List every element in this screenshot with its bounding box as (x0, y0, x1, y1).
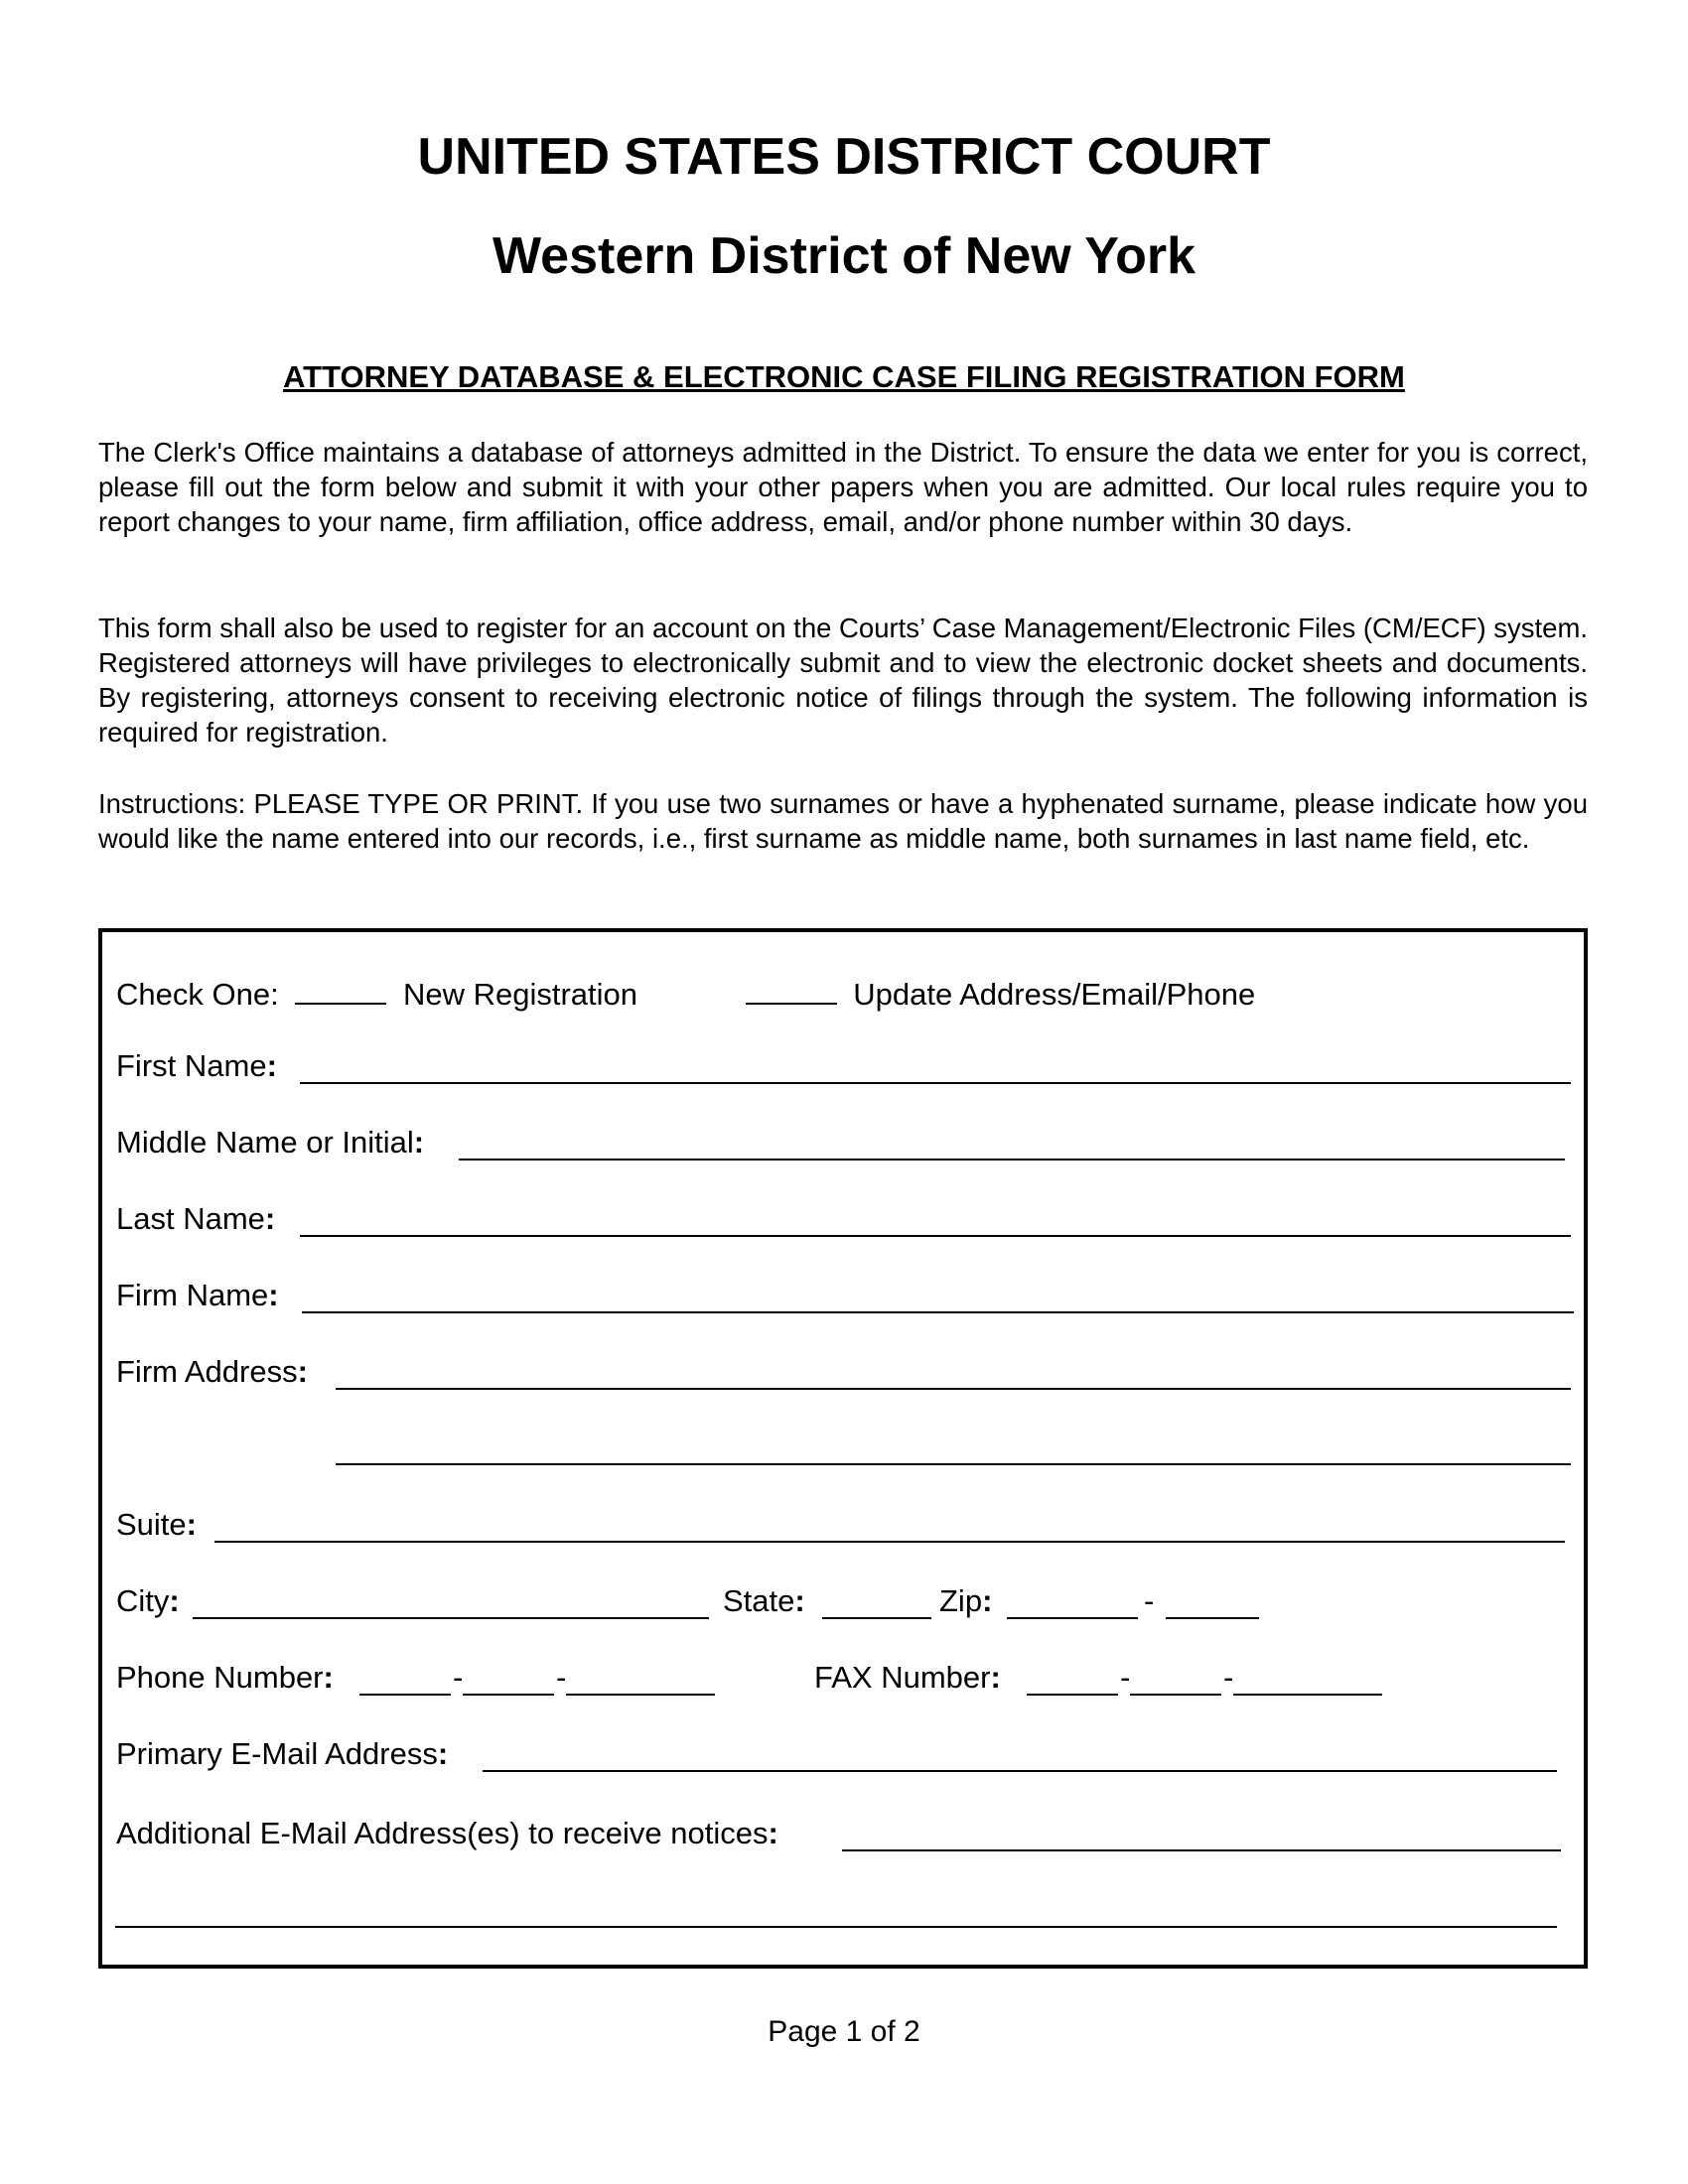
additional-email-row (116, 1816, 778, 1851)
additional-email-field-2[interactable] (115, 1926, 1557, 1928)
phone-line-field[interactable] (566, 1694, 715, 1696)
additional-email-field[interactable] (842, 1849, 1561, 1851)
firm-address-row (116, 1354, 308, 1390)
district-title: Western District of New York (492, 227, 1196, 285)
firm-address-line-2[interactable] (336, 1463, 1571, 1465)
primary-email-colon: : (437, 1736, 449, 1771)
first-name-row (116, 1048, 277, 1084)
city-field[interactable] (193, 1617, 709, 1619)
intro-paragraph-1: The Clerk's Office maintains a database of attorneys admitted in the District. To ensure the data we enter for you is correct, please fill out the form below and submit it with your other papers when you are admitted. Our local rules require you to report changes to your name, firm affiliation, office address, email, and/or phone number within 30 days. (98, 437, 1588, 537)
suite-row (116, 1507, 197, 1543)
fax-sep-1: - (1120, 1660, 1131, 1695)
new-registration-label: New Registration (402, 977, 637, 1012)
check-one-label: Check One: (116, 977, 279, 1012)
fax-group (814, 1660, 1001, 1696)
fax-sep-2: - (1223, 1660, 1234, 1695)
zip-colon: : (982, 1583, 993, 1618)
fax-label: FAX Number (814, 1660, 991, 1695)
phone-label: Phone Number (116, 1660, 324, 1695)
last-name-field[interactable] (300, 1235, 1571, 1237)
fax-colon: : (990, 1660, 1001, 1695)
phone-sep-1: - (453, 1660, 464, 1695)
middle-name-row (116, 1125, 424, 1160)
first-name-colon: : (266, 1048, 277, 1083)
zip-extension-field[interactable] (1166, 1617, 1259, 1619)
form-title: ATTORNEY DATABASE & ELECTRONIC CASE FILING REGISTRATION FORM (283, 359, 1405, 394)
page-number: Page 1 of 2 (768, 2015, 920, 2048)
state-field[interactable] (822, 1617, 931, 1619)
intro-paragraph-2: This form shall also be used to register for an account on the Courts’ Case Management/Electronic Files (CM/ECF) system. Registered attorneys will have privileges to electronically submit and to view the electronic docket sheets and documents. By registering, attorneys consent to receiving electronic notice of filings through the system. The following information is required for registration. (98, 613, 1588, 748)
last-name-colon: : (264, 1201, 276, 1236)
registration-form-box (98, 928, 1588, 1969)
city-label: City (116, 1583, 170, 1618)
zip-label: Zip (939, 1583, 983, 1618)
court-title: UNITED STATES DISTRICT COURT (417, 128, 1271, 186)
state-colon: : (794, 1583, 805, 1618)
suite-field[interactable] (214, 1541, 1565, 1543)
middle-name-colon: : (413, 1125, 425, 1160)
firm-address-colon: : (297, 1354, 308, 1389)
fax-area-field[interactable] (1027, 1694, 1118, 1696)
additional-email-colon: : (768, 1816, 778, 1850)
fax-prefix-field[interactable] (1130, 1694, 1221, 1696)
suite-colon: : (186, 1507, 197, 1542)
update-label: Update Address/Email/Phone (853, 977, 1256, 1012)
primary-email-label: Primary E-Mail Address (116, 1736, 438, 1771)
phone-area-field[interactable] (359, 1694, 451, 1696)
first-name-field[interactable] (300, 1082, 1571, 1084)
instructions-paragraph: Instructions: PLEASE TYPE OR PRINT. If you use two surnames or have a hyphenated surname, please indicate how you would like the name entered into our records, i.e., first surname as middle name, both surnames in last name field, etc. (98, 788, 1588, 854)
suite-label: Suite (116, 1507, 187, 1542)
update-checkbox[interactable] (746, 973, 837, 1005)
phone-row (116, 1660, 334, 1696)
middle-name-label: Middle Name or Initial (116, 1125, 414, 1160)
fax-line-field[interactable] (1233, 1694, 1382, 1696)
firm-name-row (116, 1278, 279, 1313)
firm-address-line-1[interactable] (336, 1388, 1571, 1390)
firm-name-colon: : (268, 1278, 279, 1312)
additional-email-label: Additional E-Mail Address(es) to receive notices (116, 1816, 769, 1850)
firm-address-label: Firm Address (116, 1354, 298, 1389)
middle-name-field[interactable] (459, 1159, 1565, 1160)
primary-email-field[interactable] (483, 1770, 1557, 1772)
city-row (116, 1583, 180, 1619)
zip-group (939, 1583, 992, 1619)
phone-prefix-field[interactable] (463, 1694, 554, 1696)
zip-separator: - (1144, 1583, 1155, 1618)
last-name-row (116, 1201, 275, 1237)
phone-sep-2: - (556, 1660, 567, 1695)
firm-name-field[interactable] (302, 1311, 1574, 1313)
state-label: State (723, 1583, 795, 1618)
phone-colon: : (323, 1660, 334, 1695)
city-colon: : (169, 1583, 180, 1618)
last-name-label: Last Name (116, 1201, 265, 1236)
state-group (723, 1583, 805, 1619)
first-name-label: First Name (116, 1048, 267, 1083)
check-one-row (116, 973, 1255, 1013)
firm-name-label: Firm Name (116, 1278, 269, 1312)
new-registration-checkbox[interactable] (295, 973, 386, 1005)
zip-field[interactable] (1007, 1617, 1138, 1619)
primary-email-row (116, 1736, 448, 1772)
